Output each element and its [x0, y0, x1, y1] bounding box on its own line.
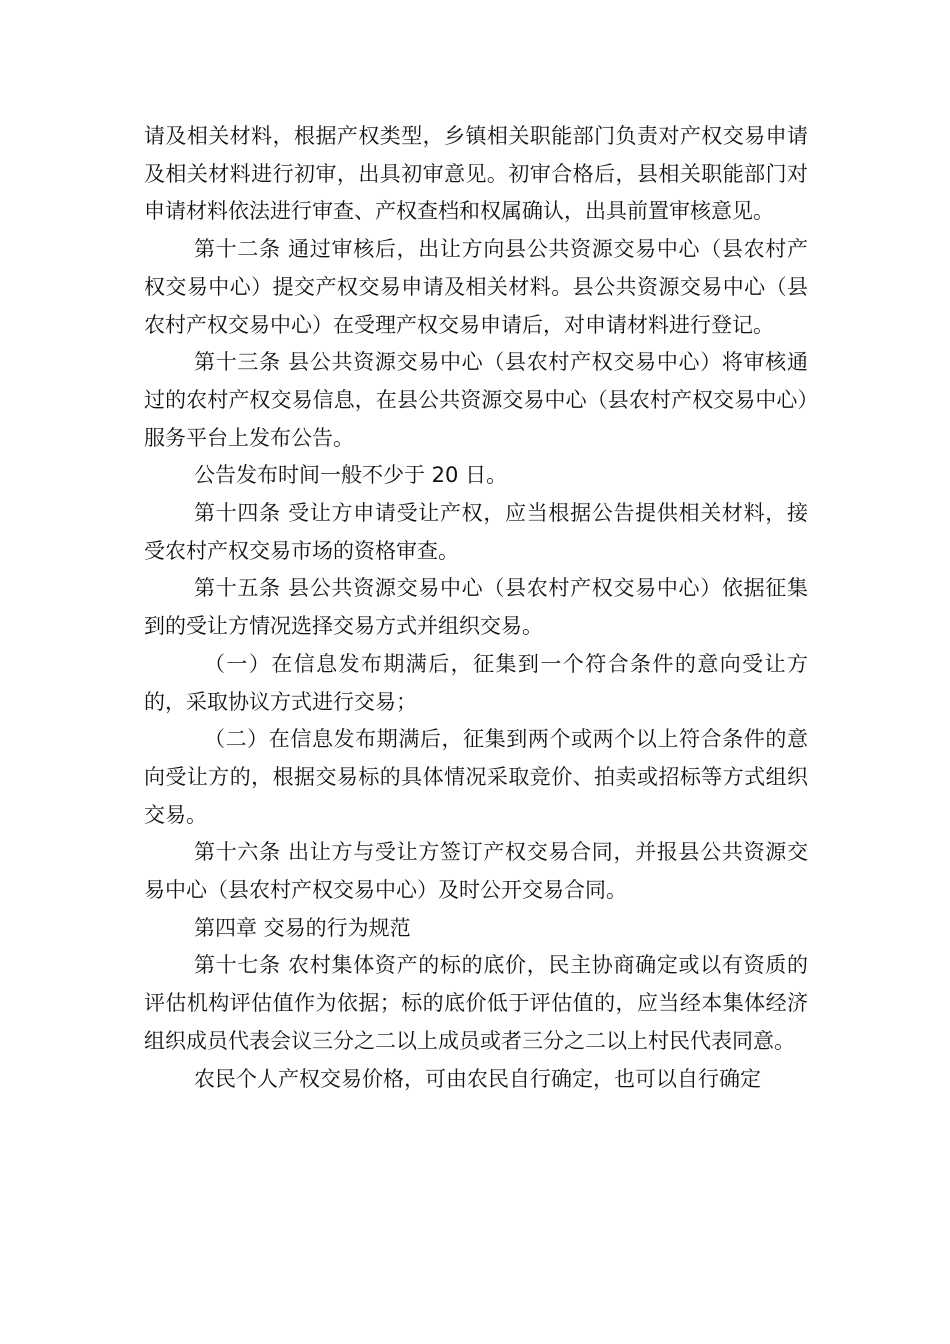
paragraph-individual-price: 农民个人产权交易价格，可由农民自行确定，也可以自行确定 — [194, 1066, 761, 1091]
article-14: 第十四条 受让方申请受让产权，应当根据公告提供相关材料，接受农村产权交易市场的资格审查。 — [144, 501, 808, 563]
article-12: 第十二条 通过审核后，出让方向县公共资源交易中心（县农村产权交易中心）提交产权交易申请及相关材料。县公共资源交易中心（县农村产权交易中心）在受理产权交易申请后，对申请材料进行登记。 — [144, 237, 808, 337]
chapter-4-heading: 第四章 交易的行为规范 — [194, 915, 411, 940]
article-16: 第十六条 出让方与受让方签订产权交易合同，并报县公共资源交易中心（县农村产权交易中心）及时公开交易合同。 — [144, 840, 808, 903]
article-13: 第十三条 县公共资源交易中心（县农村产权交易中心）将审核通过的农村产权交易信息，在县公共资源交易中心（县农村产权交易中心）服务平台上发布公告。 — [144, 350, 808, 450]
article-15-item-2: （二）在信息发布期满后，征集到两个或两个以上符合条件的意向受让方的，根据交易标的具体情况采取竞价、拍卖或招标等方式组织交易。 — [144, 727, 808, 827]
document-body — [144, 118, 808, 1098]
paragraph-continuation: 请及相关材料，根据产权类型，乡镇相关职能部门负责对产权交易申请及相关材料进行初审，出具初审意见。初审合格后，县相关职能部门对申请材料依法进行审查、产权查档和权属确认，出具前置审核意见。 — [144, 124, 808, 224]
article-15-item-1: （一）在信息发布期满后，征集到一个符合条件的意向受让方的，采取协议方式进行交易； — [144, 651, 808, 714]
article-17: 第十七条 农村集体资产的标的底价，民主协商确定或以有资质的评估机构评估值作为依据；标的底价低于评估值的，应当经本集体经济组织成员代表会议三分之二以上成员或者三分之二以上村民代表同意。 — [144, 953, 808, 1053]
announcement-period: 公告发布时间一般不少于 20 日。 — [194, 463, 508, 488]
article-15: 第十五条 县公共资源交易中心（县农村产权交易中心）依据征集到的受让方情况选择交易方式并组织交易。 — [144, 576, 808, 639]
